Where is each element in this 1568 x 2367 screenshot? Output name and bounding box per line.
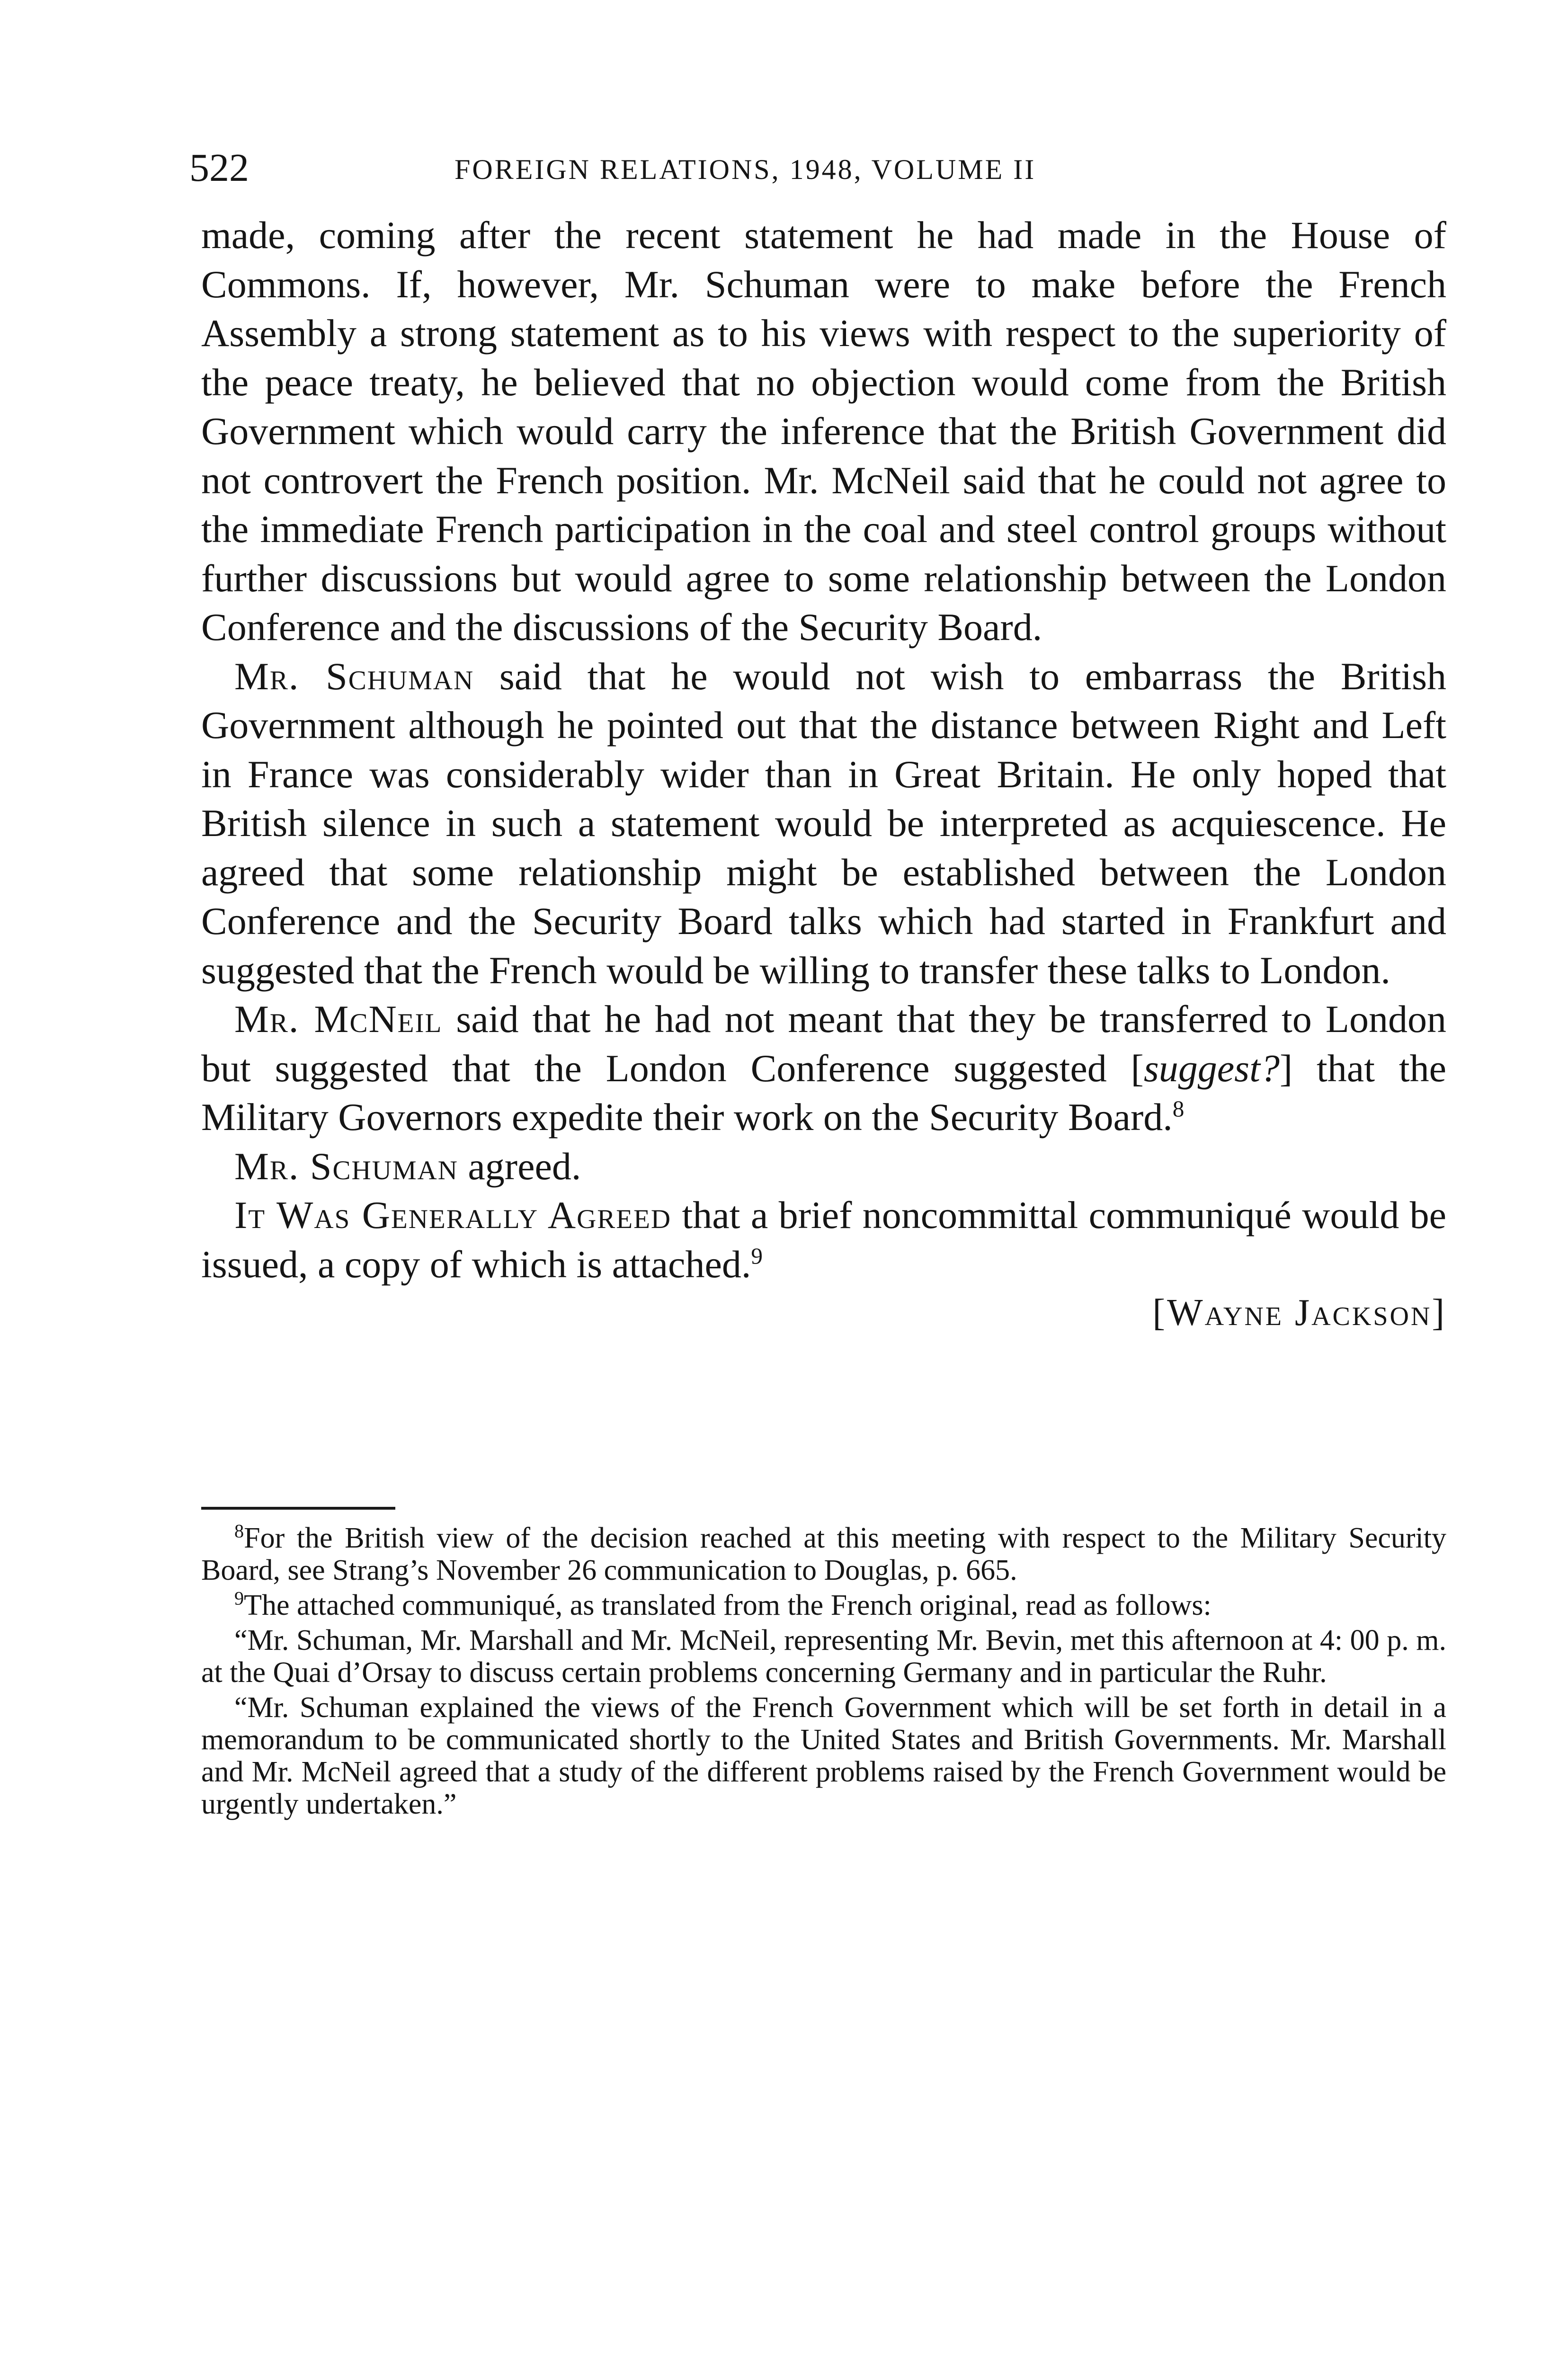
speaker-name: Mr. McNeil [234, 997, 443, 1041]
footnote-divider [201, 1507, 395, 1510]
signature [201, 1289, 1446, 1338]
footnotes [201, 1522, 1446, 1823]
footnote-8 [201, 1522, 1446, 1586]
communique-paragraph-1: “Mr. Schuman, Mr. Marshall and Mr. McNeil, representing Mr. Bevin, met this afternoon at 4: 00 p. m. at the Quai d’Orsay to discuss certain problems concerning Germany and in particular the Ruhr. [201, 1624, 1446, 1689]
footnote-8-text: For the British view of the decision reached at this meeting with respect to the Military Security Board, see Strang’s November 26 communication to Douglas, p. 665. [201, 1522, 1446, 1586]
paragraph-3-text-a: said that he had not meant that they be transferred to London but suggested that the London Conference suggested [ [201, 997, 1446, 1090]
paragraph-4 [201, 1142, 1446, 1191]
footnote-ref-8: 8 [1172, 1095, 1185, 1122]
communique-paragraph-2: “Mr. Schuman explained the views of the French Government which will be set forth in detail in a memorandum to be communicated shortly to the United States and British Governments. Mr. Marshall and Mr. McNeil agreed that a study of the different problems raised by the French Government would be urgently undertaken.” [201, 1691, 1446, 1820]
editorial-insertion: suggest? [1143, 1046, 1280, 1090]
running-title: FOREIGN RELATIONS, 1948, VOLUME II [454, 154, 1036, 185]
running-header [189, 142, 1449, 194]
paragraph-5-text: that a brief noncommittal communiqué would be issued, a copy of which is attached. [201, 1193, 1446, 1286]
paragraph-3 [201, 995, 1446, 1142]
paragraph-4-text: agreed. [458, 1144, 581, 1188]
paragraph-2 [201, 652, 1446, 995]
footnote-9 [201, 1589, 1446, 1621]
speaker-name: Mr. Schuman [234, 654, 474, 698]
footnote-ref-9: 9 [751, 1243, 763, 1269]
paragraph-5 [201, 1191, 1446, 1289]
page-number: 522 [189, 146, 249, 190]
footnote-mark: 8 [234, 1520, 244, 1542]
footnote-9-text: The attached communiqué, as translated from the French original, read as follows: [244, 1589, 1212, 1621]
lead-phrase: It Was Generally Agreed [234, 1193, 672, 1237]
paragraph-3-text-b: ] that the Military Governors expedite their work on the Security Board. [201, 1046, 1446, 1139]
footnote-mark: 9 [234, 1587, 244, 1609]
speaker-name: Mr. Schuman [234, 1144, 458, 1188]
signature-name: [Wayne Jackson] [1152, 1292, 1446, 1334]
main-text [201, 211, 1446, 1338]
paragraph-1: made, coming after the recent statement he had made in the House of Commons. If, however, Mr. Schuman were to make before the French Assembly a strong statement as to his views with respect to the superiority of the peace treaty, he believed that no objection would come from the British Government which would carry the inference that the British Government did not controvert the French position. Mr. McNeil said that he could not agree to the immediate French participation in the coal and steel control groups without further discussions but would agree to some relationship between the London Conference and the discussions of the Security Board. [201, 214, 1446, 649]
paragraph-2-text: said that he would not wish to embarrass the British Government although he pointed out that the distance between Right and Left in France was considerably wider than in Great Britain. He only hoped that British silence in such a statement would be interpreted as acquiescence. He agreed that some relationship might be established between the London Conference and the Security Board talks which had started in Frankfurt and suggested that the French would be willing to transfer these talks to London. [201, 654, 1446, 992]
